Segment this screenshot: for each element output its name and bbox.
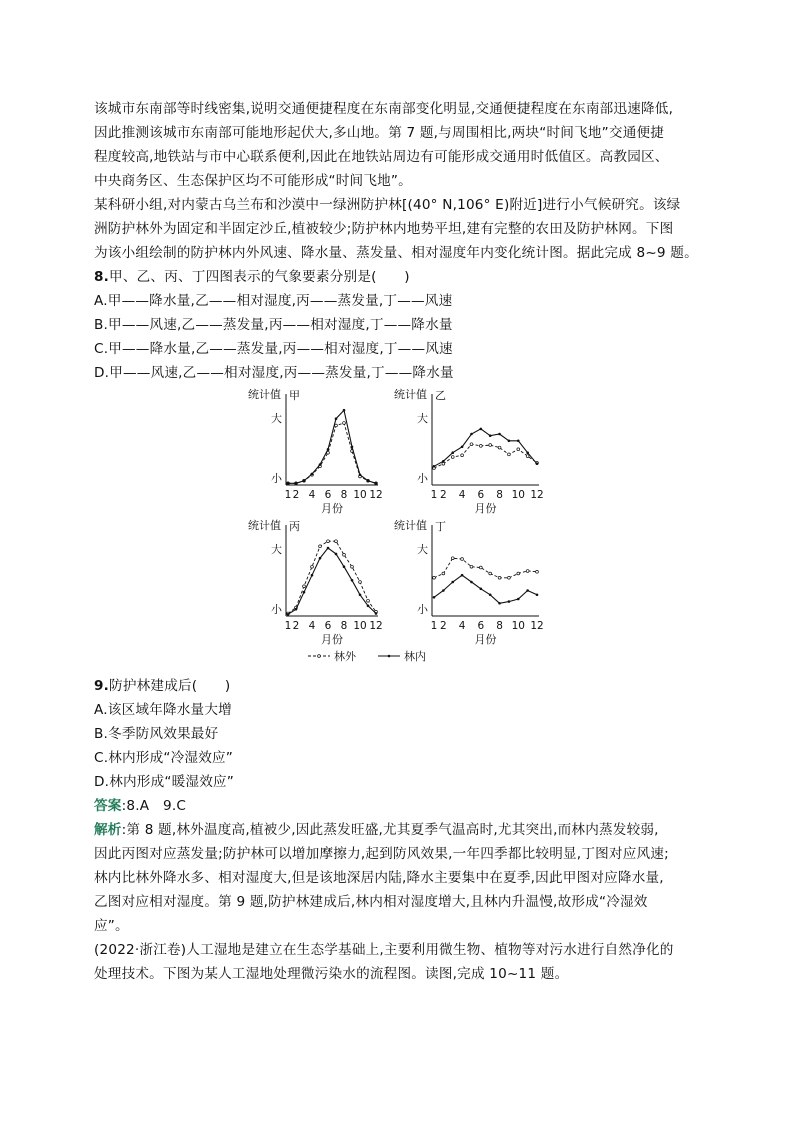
climate-charts-figure xyxy=(230,385,570,675)
data-point-outside xyxy=(489,444,492,447)
x-tick-label: 12 xyxy=(530,489,544,501)
data-point-inside xyxy=(351,579,354,582)
x-tick-label: 2 xyxy=(292,620,300,632)
y-small-label: 小 xyxy=(271,603,282,616)
answer-label: 答案 xyxy=(94,798,122,814)
y-small-label: 小 xyxy=(417,603,428,616)
text-line: 因此推测该城市东南部可能地形起伏大,多山地。第 7 题,与周围相比,两块“时间飞地”交通便捷 xyxy=(94,125,665,141)
chart-panel xyxy=(432,394,539,485)
y-axis-label: 统计值 xyxy=(248,519,281,532)
data-point-inside xyxy=(311,574,314,577)
data-point-outside xyxy=(526,570,529,573)
x-tick-label: 1 xyxy=(284,489,292,501)
answer-line xyxy=(94,797,186,816)
data-point-outside xyxy=(351,565,354,568)
x-tick-label: 6 xyxy=(477,489,485,501)
analysis-line: 林内比林外降水多、相对湿度大,但是该地深居内陆,降水主要集中在夏季,因此甲图对应降水量, xyxy=(94,870,664,886)
option-c[interactable]: C.林内形成“冷湿效应” xyxy=(94,750,234,766)
data-point-inside xyxy=(461,445,464,448)
data-point-outside xyxy=(359,581,362,584)
x-tick-label: 12 xyxy=(369,620,383,632)
chart-title: 丁 xyxy=(435,520,446,533)
chart-title: 乙 xyxy=(435,389,446,402)
data-point-inside xyxy=(367,605,370,608)
data-point-inside xyxy=(335,417,338,420)
y-big-label: 大 xyxy=(271,543,282,556)
data-point-inside xyxy=(343,565,346,568)
data-point-inside xyxy=(359,474,362,477)
legend-marker-outside xyxy=(318,655,321,658)
data-point-inside xyxy=(489,593,492,596)
analysis-line: 乙图对应相对湿度。第 9 题,防护林建成后,林内相对湿度增大,且林内升温慢,故形成“冷湿效 xyxy=(94,894,648,910)
option-a[interactable]: A.该区域年降水量大增 xyxy=(94,702,232,718)
data-point-inside xyxy=(526,451,529,454)
data-point-inside xyxy=(311,473,314,476)
data-point-outside xyxy=(303,585,306,588)
x-axis-label: 月份 xyxy=(474,633,497,646)
data-point-inside xyxy=(536,593,539,596)
data-point-outside xyxy=(536,570,539,573)
data-point-inside xyxy=(287,613,290,616)
x-tick-label: 4 xyxy=(458,620,466,632)
x-tick-label: 10 xyxy=(353,489,367,501)
chart-legend xyxy=(308,649,426,663)
x-tick-label: 4 xyxy=(308,620,316,632)
analysis-line: 应”。 xyxy=(94,918,129,934)
data-point-inside xyxy=(303,591,306,594)
data-point-inside xyxy=(451,581,454,584)
question-stem xyxy=(94,677,230,696)
data-point-inside xyxy=(343,409,346,412)
data-point-inside xyxy=(461,574,464,577)
y-small-label: 小 xyxy=(271,472,282,485)
data-point-outside xyxy=(451,557,454,560)
data-point-inside xyxy=(433,465,436,468)
data-point-inside xyxy=(442,589,445,592)
data-point-inside xyxy=(498,602,501,605)
y-axis-label: 统计值 xyxy=(248,388,281,401)
y-axis-label: 统计值 xyxy=(394,519,427,532)
data-point-inside xyxy=(526,589,529,592)
analysis-line: 因此丙图对应蒸发量;防护林可以增加摩擦力,起到防风效果,一年四季都比较明显,丁图对应风速; xyxy=(94,846,669,862)
x-tick-label: 4 xyxy=(458,489,466,501)
option-c[interactable]: C.甲——降水量,乙——蒸发量,丙——相对湿度,丁——风速 xyxy=(94,341,453,357)
data-point-inside xyxy=(517,598,520,601)
x-tick-label: 10 xyxy=(511,620,525,632)
question-stem xyxy=(94,268,410,287)
data-point-inside xyxy=(295,482,298,485)
question-number: 8. xyxy=(94,269,110,285)
data-point-inside xyxy=(480,428,483,431)
data-point-outside xyxy=(470,443,473,446)
x-tick-label: 8 xyxy=(496,620,503,632)
x-tick-label: 1 xyxy=(430,489,438,501)
x-tick-label: 1 xyxy=(430,620,438,632)
x-tick-label: 6 xyxy=(477,620,485,632)
data-point-outside xyxy=(517,448,520,451)
option-a[interactable]: A.甲——降水量,乙——相对湿度,丙——蒸发量,丁——风速 xyxy=(94,293,453,309)
x-tick-label: 10 xyxy=(511,489,525,501)
data-point-inside xyxy=(451,451,454,454)
x-tick-label: 8 xyxy=(496,489,503,501)
series-line-inside xyxy=(434,429,537,466)
text-line: 程度较高,地铁站与市中心联系便利,因此在地铁站周边有可能形成交通用时低值区。高教园区、 xyxy=(94,149,669,165)
x-tick-label: 8 xyxy=(340,620,348,632)
x-axis-label: 月份 xyxy=(321,633,343,646)
data-point-inside xyxy=(319,557,322,560)
x-tick-label: 6 xyxy=(324,620,332,632)
data-point-inside xyxy=(367,479,370,482)
x-tick-label: 1 xyxy=(284,620,292,632)
text-line: 中央商务区、生态保护区均不可能形成“时间飞地”。 xyxy=(94,173,412,189)
y-big-label: 大 xyxy=(271,412,282,425)
chart-panel xyxy=(286,394,378,485)
data-point-outside xyxy=(433,576,436,579)
data-point-inside xyxy=(295,608,298,611)
data-point-inside xyxy=(375,612,378,615)
data-point-outside xyxy=(335,540,338,543)
x-tick-label: 12 xyxy=(369,489,383,501)
series-line-inside xyxy=(288,410,376,483)
analysis-label: 解析 xyxy=(94,822,122,838)
data-point-outside xyxy=(517,572,520,575)
data-point-outside xyxy=(508,576,511,579)
data-point-inside xyxy=(508,440,511,443)
x-tick-label: 8 xyxy=(340,489,348,501)
data-point-outside xyxy=(343,553,346,556)
text-line: 某科研小组,对内蒙古乌兰布和沙漠中一绿洲防护林[(40° N,106° E)附近]进行小气候研究。该绿 xyxy=(94,197,681,213)
data-point-outside xyxy=(461,558,464,561)
data-point-outside xyxy=(367,599,370,602)
question-text: 防护林建成后( ) xyxy=(109,678,231,694)
answer-text: :8.A 9.C xyxy=(121,798,187,814)
data-point-inside xyxy=(375,482,378,485)
data-point-outside xyxy=(489,572,492,575)
data-point-outside xyxy=(442,572,445,575)
x-axis-label: 月份 xyxy=(474,502,497,515)
data-point-inside xyxy=(470,581,473,584)
legend-label-inside: 林内 xyxy=(404,650,426,663)
option-d[interactable]: D.林内形成“暖湿效应” xyxy=(94,774,235,790)
data-point-inside xyxy=(489,434,492,437)
data-point-outside xyxy=(311,565,314,568)
analysis-line xyxy=(94,821,659,840)
data-point-outside xyxy=(498,446,501,449)
data-point-outside xyxy=(479,566,482,569)
series-line-outside xyxy=(288,541,376,613)
data-point-inside xyxy=(498,433,501,436)
series-line-outside xyxy=(434,558,537,578)
option-d[interactable]: D.甲——风速,乙——相对湿度,丙——蒸发量,丁——降水量 xyxy=(94,365,454,381)
chart-title: 甲 xyxy=(289,389,300,402)
text-line: 处理技术。下图为某人工湿地处理微污染水的流程图。读图,完成 10~11 题。 xyxy=(94,966,569,982)
series-line-inside xyxy=(288,548,376,614)
data-point-inside xyxy=(327,448,330,451)
data-point-outside xyxy=(327,540,330,543)
y-small-label: 小 xyxy=(417,472,428,485)
x-tick-label: 6 xyxy=(324,489,332,501)
data-point-outside xyxy=(479,445,482,448)
chart-panel xyxy=(286,525,378,616)
data-point-inside xyxy=(442,460,445,463)
series-line-inside xyxy=(434,575,537,603)
data-point-outside xyxy=(343,422,346,425)
data-point-outside xyxy=(498,576,501,579)
x-tick-label: 12 xyxy=(530,620,544,632)
data-point-inside xyxy=(470,433,473,436)
question-text: 甲、乙、丙、丁四图表示的气象要素分别是( ) xyxy=(109,269,410,285)
data-point-inside xyxy=(287,482,290,485)
text-line: 为该小组绘制的防护林内外风速、降水量、蒸发量、相对湿度年内变化统计图。据此完成 8~9 题。 xyxy=(94,245,698,261)
y-big-label: 大 xyxy=(417,543,428,556)
data-point-inside xyxy=(319,463,322,466)
text-line: 该城市东南部等时线密集,说明交通便捷程度在东南部变化明显,交通便捷程度在东南部迅速降低, xyxy=(94,101,674,117)
legend-marker-inside xyxy=(388,655,391,658)
data-point-inside xyxy=(335,553,338,556)
data-point-inside xyxy=(303,479,306,482)
x-tick-label: 2 xyxy=(440,489,447,501)
question-number: 9. xyxy=(94,678,110,694)
data-point-inside xyxy=(433,596,436,599)
data-point-inside xyxy=(327,547,330,550)
data-point-inside xyxy=(480,588,483,591)
chart-title: 丙 xyxy=(289,520,300,533)
data-point-inside xyxy=(508,600,511,603)
data-point-outside xyxy=(442,462,445,465)
x-tick-label: 2 xyxy=(292,489,300,501)
x-tick-label: 10 xyxy=(353,620,367,632)
data-point-inside xyxy=(536,462,539,465)
data-point-outside xyxy=(470,565,473,568)
x-tick-label: 2 xyxy=(440,620,447,632)
data-point-outside xyxy=(526,455,529,458)
y-big-label: 大 xyxy=(417,412,428,425)
data-point-outside xyxy=(451,456,454,459)
chart-panel xyxy=(432,525,539,616)
data-point-outside xyxy=(319,545,322,548)
y-axis-label: 统计值 xyxy=(394,388,427,401)
x-tick-label: 4 xyxy=(308,489,316,501)
analysis-text: :第 8 题,林外温度高,植被少,因此蒸发旺盛,尤其夏季气温高时,尤其突出,而林内蒸发较弱, xyxy=(121,822,659,838)
legend-label-outside: 林外 xyxy=(334,650,356,663)
option-b[interactable]: B.甲——风速,乙——蒸发量,丙——相对湿度,丁——降水量 xyxy=(94,317,453,333)
text-line: (2022·浙江卷)人工湿地是建立在生态学基础上,主要利用微生物、植物等对污水进行自然净化的 xyxy=(94,942,674,958)
data-point-outside xyxy=(508,453,511,456)
data-point-inside xyxy=(359,593,362,596)
data-point-outside xyxy=(461,454,464,457)
x-axis-label: 月份 xyxy=(321,502,343,515)
data-point-inside xyxy=(517,440,520,443)
data-point-inside xyxy=(351,445,354,448)
text-line: 洲防护林外为固定和半固定沙丘,植被较少;防护林内地势平坦,建有完整的农田及防护林网。下图 xyxy=(94,221,674,237)
option-b[interactable]: B.冬季防风效果最好 xyxy=(94,726,219,742)
